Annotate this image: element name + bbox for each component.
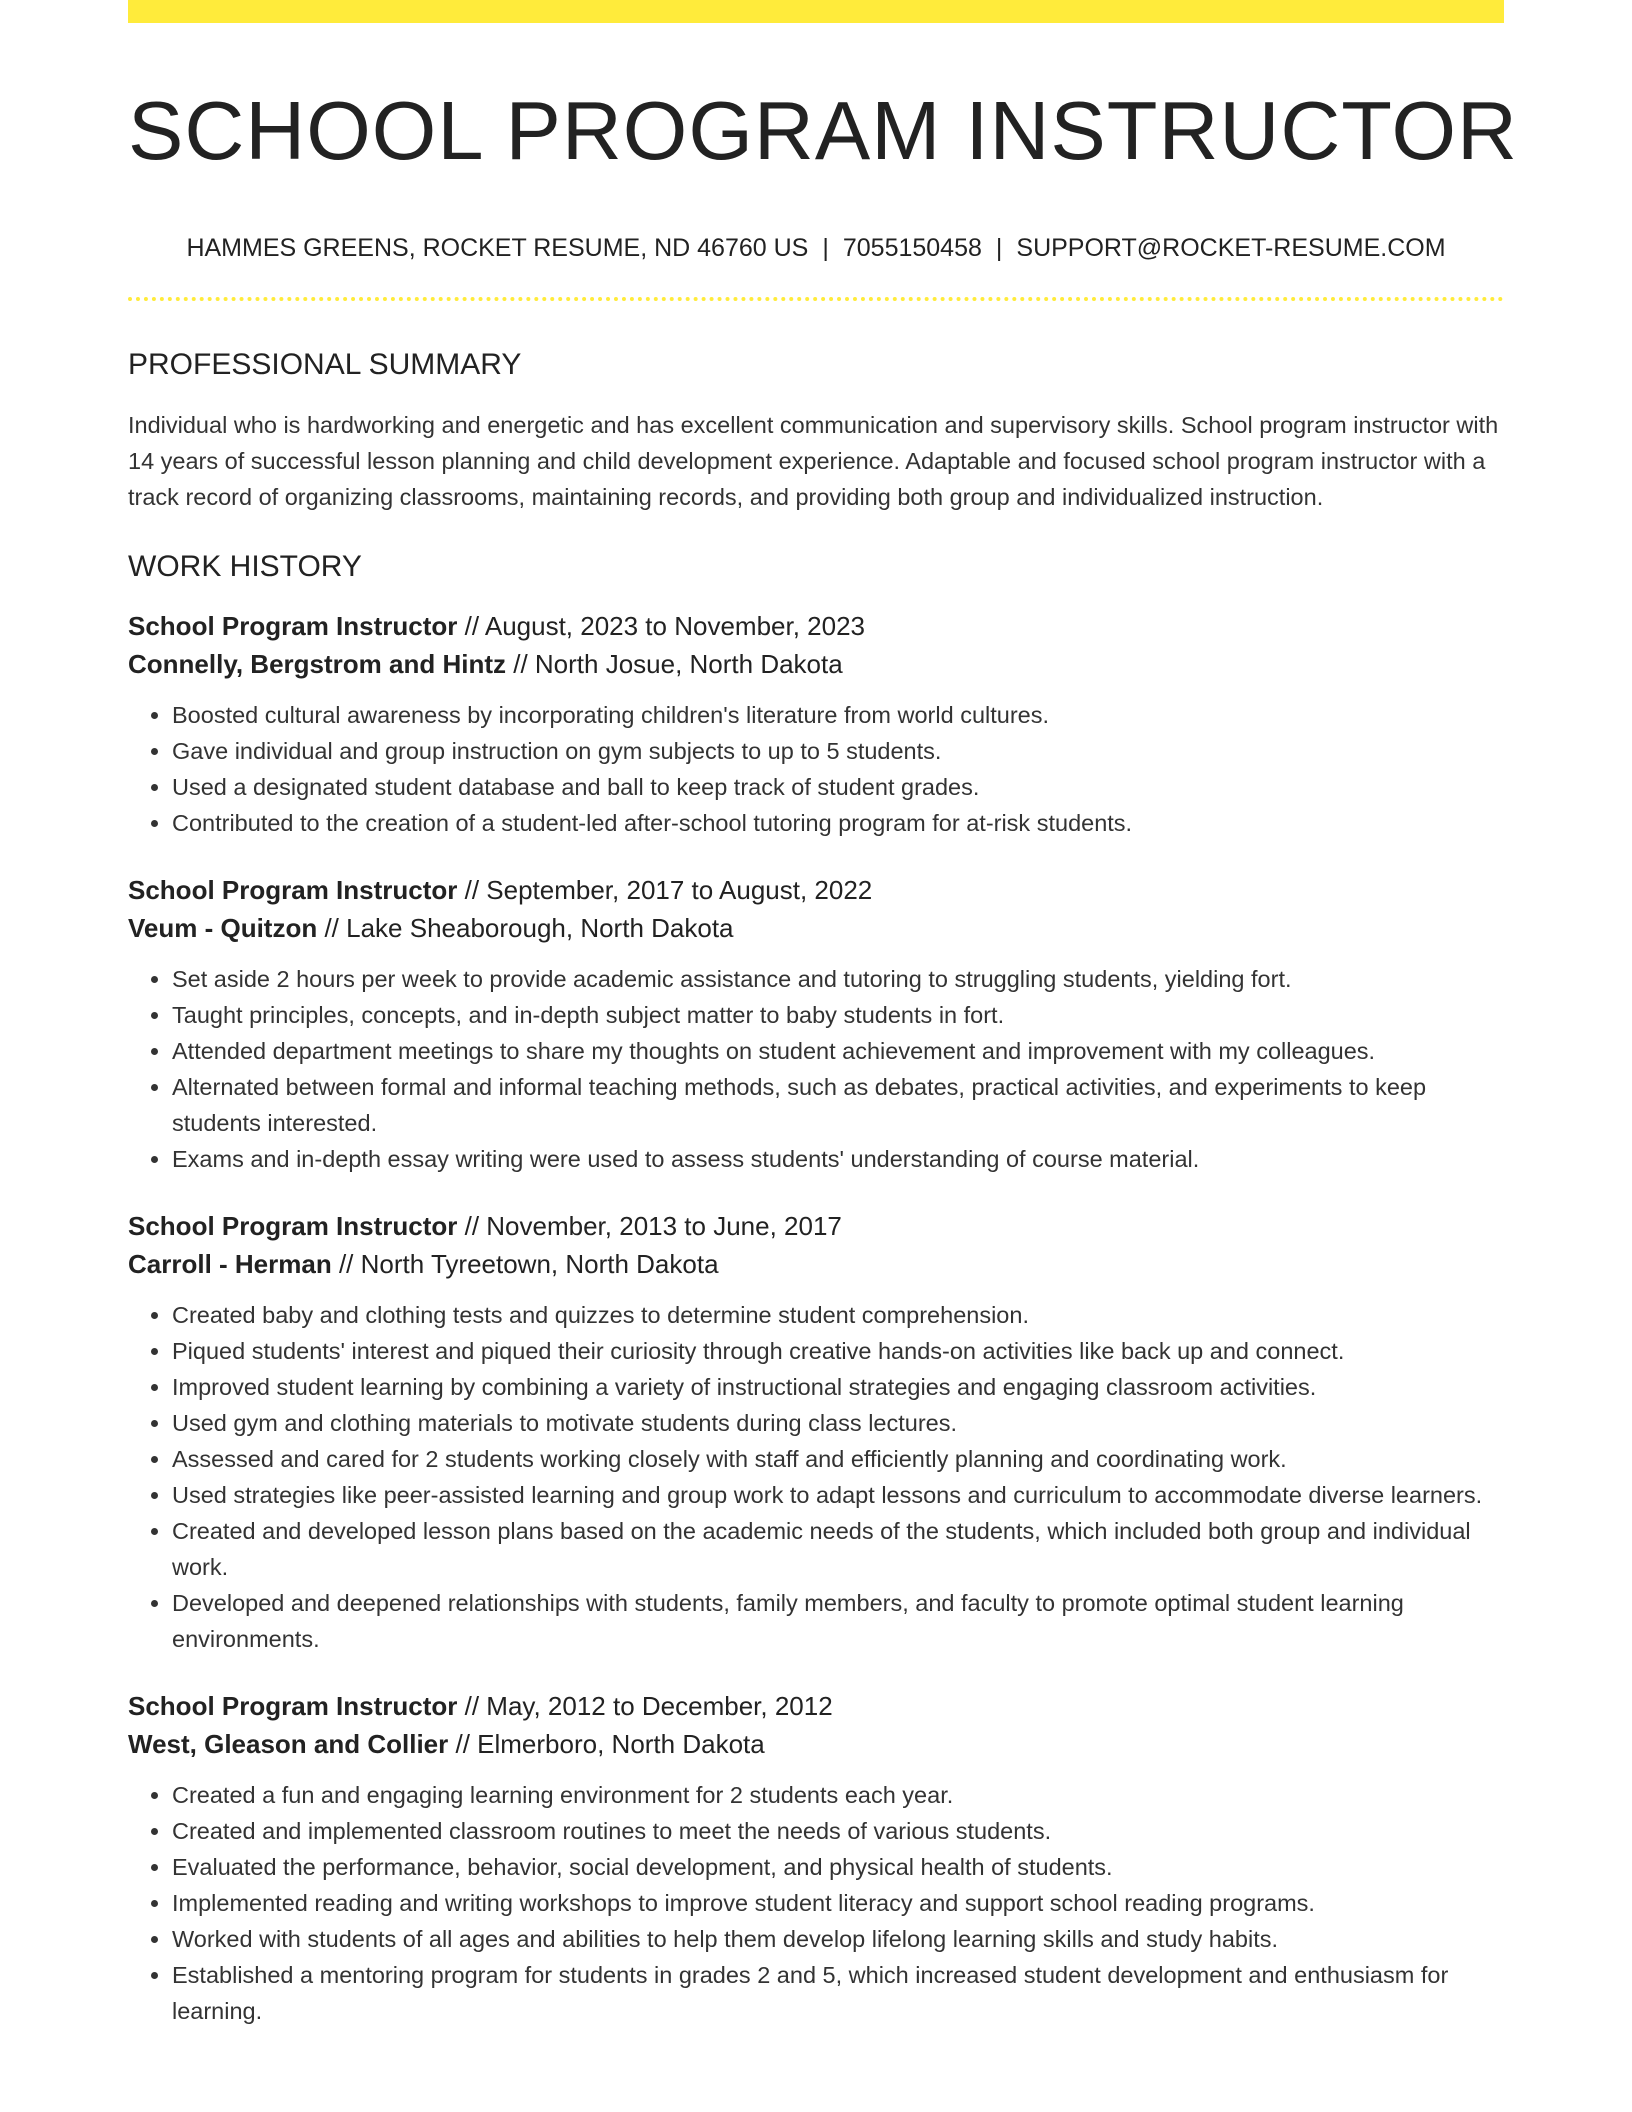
job-bullets (128, 1297, 1504, 1657)
job-bullet: • Created and developed lesson plans based on the academic needs of the students, which included both group and individual work. (172, 1513, 1504, 1585)
job-bullets (128, 961, 1504, 1177)
resume-name: SCHOOL PROGRAM INSTRUCTOR (128, 84, 1519, 177)
job-entry (128, 607, 1504, 841)
job-company: Carroll - Herman (128, 1249, 332, 1280)
job-company: Veum - Quitzon (128, 913, 318, 944)
job-entry (128, 1687, 1504, 2029)
job-role: School Program Instructor (128, 1691, 458, 1722)
job-bullet: • Piqued students' interest and piqued their curiosity through creative hands-on activities like back up and connect. (172, 1333, 1504, 1369)
job-bullet: • Evaluated the performance, behavior, social development, and physical health of students. (172, 1849, 1504, 1885)
work-history-heading: WORK HISTORY (128, 550, 362, 584)
job-entry (128, 871, 1504, 1177)
job-role: School Program Instructor (128, 875, 458, 906)
job-bullet: • Implemented reading and writing workshops to improve student literacy and support school reading programs. (172, 1885, 1504, 1921)
job-entry (128, 1207, 1504, 1657)
job-bullets (128, 697, 1504, 841)
job-role: School Program Instructor (128, 1211, 458, 1242)
job-bullet: • Improved student learning by combining a variety of instructional strategies and engaging classroom activities. (172, 1369, 1504, 1405)
job-title-line (128, 607, 1504, 645)
job-dates: // May, 2012 to December, 2012 (457, 1691, 833, 1722)
job-bullet: • Created a fun and engaging learning environment for 2 students each year. (172, 1777, 1504, 1813)
job-bullet: • Developed and deepened relationships with students, family members, and faculty to promote optimal student learning environments. (172, 1585, 1504, 1657)
job-role: School Program Instructor (128, 611, 458, 642)
job-bullet: • Worked with students of all ages and abilities to help them develop lifelong learning skills and study habits. (172, 1921, 1504, 1957)
contact-separator: | (995, 234, 1003, 263)
contact-address: HAMMES GREENS, ROCKET RESUME, ND 46760 US (186, 234, 809, 263)
job-bullet: • Used gym and clothing materials to motivate students during class lectures. (172, 1405, 1504, 1441)
job-bullet: • Set aside 2 hours per week to provide academic assistance and tutoring to struggling students, yielding fort. (172, 961, 1504, 997)
job-location: // Elmerboro, North Dakota (448, 1729, 765, 1760)
job-dates: // November, 2013 to June, 2017 (457, 1211, 842, 1242)
job-bullet: • Created baby and clothing tests and quizzes to determine student comprehension. (172, 1297, 1504, 1333)
job-company-line (128, 645, 1504, 683)
summary-heading: PROFESSIONAL SUMMARY (128, 348, 522, 382)
job-bullet: • Alternated between formal and informal teaching methods, such as debates, practical activities, and experiments to keep students interested. (172, 1069, 1504, 1141)
job-company-line (128, 1245, 1504, 1283)
job-location: // North Tyreetown, North Dakota (331, 1249, 719, 1280)
contact-phone: 7055150458 (842, 234, 982, 263)
job-bullet: • Used strategies like peer-assisted learning and group work to adapt lessons and curriculum to accommodate diverse learners. (172, 1477, 1504, 1513)
job-bullet: • Assessed and cared for 2 students working closely with staff and efficiently planning and coordinating work. (172, 1441, 1504, 1477)
job-title-line (128, 871, 1504, 909)
job-bullet: • Created and implemented classroom routines to meet the needs of various students. (172, 1813, 1504, 1849)
job-company: West, Gleason and Collier (128, 1729, 449, 1760)
job-bullet: • Established a mentoring program for students in grades 2 and 5, which increased student development and enthusiasm for learning. (172, 1957, 1504, 2029)
job-company-line (128, 909, 1504, 947)
job-location: // Lake Sheaborough, North Dakota (317, 913, 734, 944)
job-dates: // September, 2017 to August, 2022 (457, 875, 873, 906)
contact-email: SUPPORT@ROCKET-RESUME.COM (1016, 234, 1446, 263)
work-history-list (128, 607, 1504, 2029)
job-bullet: • Boosted cultural awareness by incorporating children's literature from world cultures. (172, 697, 1504, 733)
job-bullet: • Exams and in-depth essay writing were used to assess students' understanding of course material. (172, 1141, 1504, 1177)
job-bullet: • Taught principles, concepts, and in-depth subject matter to baby students in fort. (172, 997, 1504, 1033)
contact-separator: | (822, 234, 829, 263)
contact-line (128, 234, 1504, 263)
job-bullet: • Gave individual and group instruction on gym subjects to up to 5 students. (172, 733, 1504, 769)
top-accent-bar (128, 0, 1504, 23)
job-bullets (128, 1777, 1504, 2029)
job-bullet: • Used a designated student database and ball to keep track of student grades. (172, 769, 1504, 805)
job-dates: // August, 2023 to November, 2023 (457, 611, 865, 642)
job-location: // North Josue, North Dakota (506, 649, 843, 680)
job-company-line (128, 1725, 1504, 1763)
job-title-line (128, 1207, 1504, 1245)
job-bullet: • Attended department meetings to share my thoughts on student achievement and improvement with my colleagues. (172, 1033, 1504, 1069)
job-bullet: • Contributed to the creation of a student-led after-school tutoring program for at-risk students. (172, 805, 1504, 841)
job-company: Connelly, Bergstrom and Hintz (128, 649, 506, 680)
header-divider (128, 297, 1504, 301)
job-title-line (128, 1687, 1504, 1725)
summary-text: Individual who is hardworking and energetic and has excellent communication and supervisory skills. School program instructor with 14 years of successful lesson planning and child development experience. Adaptable and focused school program instructor with a track record of organizing classrooms, maintaining records, and providing both group and individualized instruction. (128, 412, 1499, 511)
resume-page (128, 0, 1519, 2029)
